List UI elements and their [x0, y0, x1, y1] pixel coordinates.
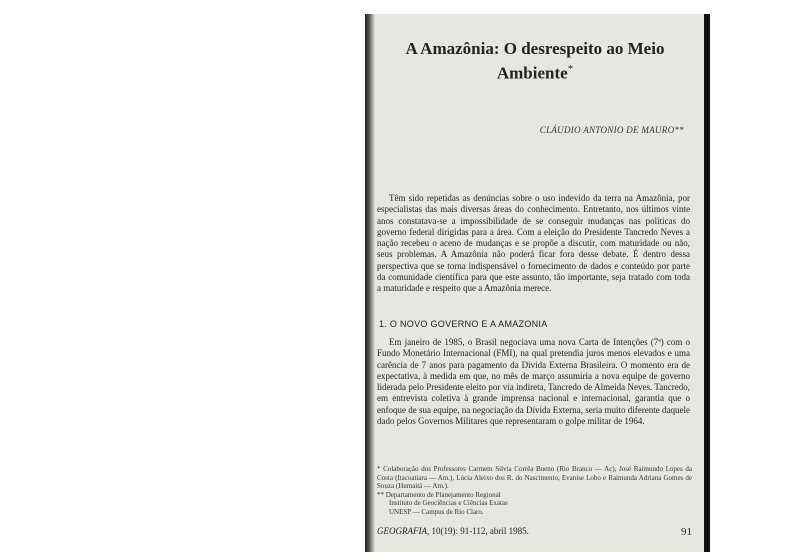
scan-background [0, 0, 372, 558]
journal-citation: 10(19): 91-112, abril 1985. [429, 526, 529, 536]
section-heading: 1. O NOVO GOVERNO E A AMAZONIA [379, 319, 548, 329]
page-footer [377, 526, 692, 536]
author-name: CLÁUDIO ANTONIO DE MAURO** [539, 125, 684, 135]
article-title [385, 39, 685, 84]
page-number: 91 [681, 526, 692, 538]
footnote-2-line-2: Instituto de Geociências e Ciências Exatas [389, 499, 508, 508]
footnote-1: * Colaboração dos Professores Carmem Silvia Corrêa Bueno (Rio Branco — Ac), José Raimundo Lopes da Costa (Itacoatiara — Am.), Lúcia Aleixo dos R. do Nascimento, Evanise Lobo e Raimunda Adriana Gomes de Souza (Humaitá — Am.). [377, 465, 692, 491]
footnote-2: ** Departamento de Planejamento Regional [377, 490, 501, 499]
footnotes [377, 465, 692, 517]
title-text: A Amazônia: O desrespeito ao Meio Ambiente [405, 39, 665, 83]
journal-name: GEOGRAFIA, [377, 526, 430, 536]
title-footnote-marker: * [567, 63, 574, 75]
journal-page [365, 14, 710, 552]
body-paragraph: Em janeiro de 1985, o Brasil negociava uma nova Carta de Intenções (7ª) com o Fundo Monetário Internacional (FMI), na qual pretendia juros menos elevados e uma carência de 7 anos para pagamento da Dívida Externa Brasileira. O momento era de expectativa, à medida em que, no mês de março assumiria a nova equipe de governo liderada pelo Presidente eleito por via indireta, Tancredo de Almeida Neves. Tancredo, em entrevista coletiva à grande imprensa nacional e internacional, garantia que o enfoque de sua equipe, na negociação da Dívida Externa, seria muito diferente daquele dado pelos Governos Militares que representaram o golpe militar de 1964. [377, 337, 690, 427]
abstract-paragraph: Têm sido repetidas as denúncias sobre o uso indevido da terra na Amazônia, por especialistas das mais diversas áreas do conhecimento. Entretanto, nos últimos vinte anos constatava-se a impossibilidade de se conseguir mudanças nas políticas do governo federal dirigidas para a área. Com a eleição do Presidente Tancredo Neves a nação recebeu o aceno de mudanças e se propõe a discutir, com maturidade ou não, seus problemas. A Amazônia não poderá ficar fora desse debate. É dentro dessa perspectiva que se torna indispensável o fornecimento de dados e conteúdo por parte da comunidade científica para que este assunto, tão importante, seja tratado com toda a maturidade e respeito que a Amazônia merece. [377, 193, 690, 294]
footnote-2-line-3: UNESP — Campus de Rio Claro. [389, 507, 484, 516]
